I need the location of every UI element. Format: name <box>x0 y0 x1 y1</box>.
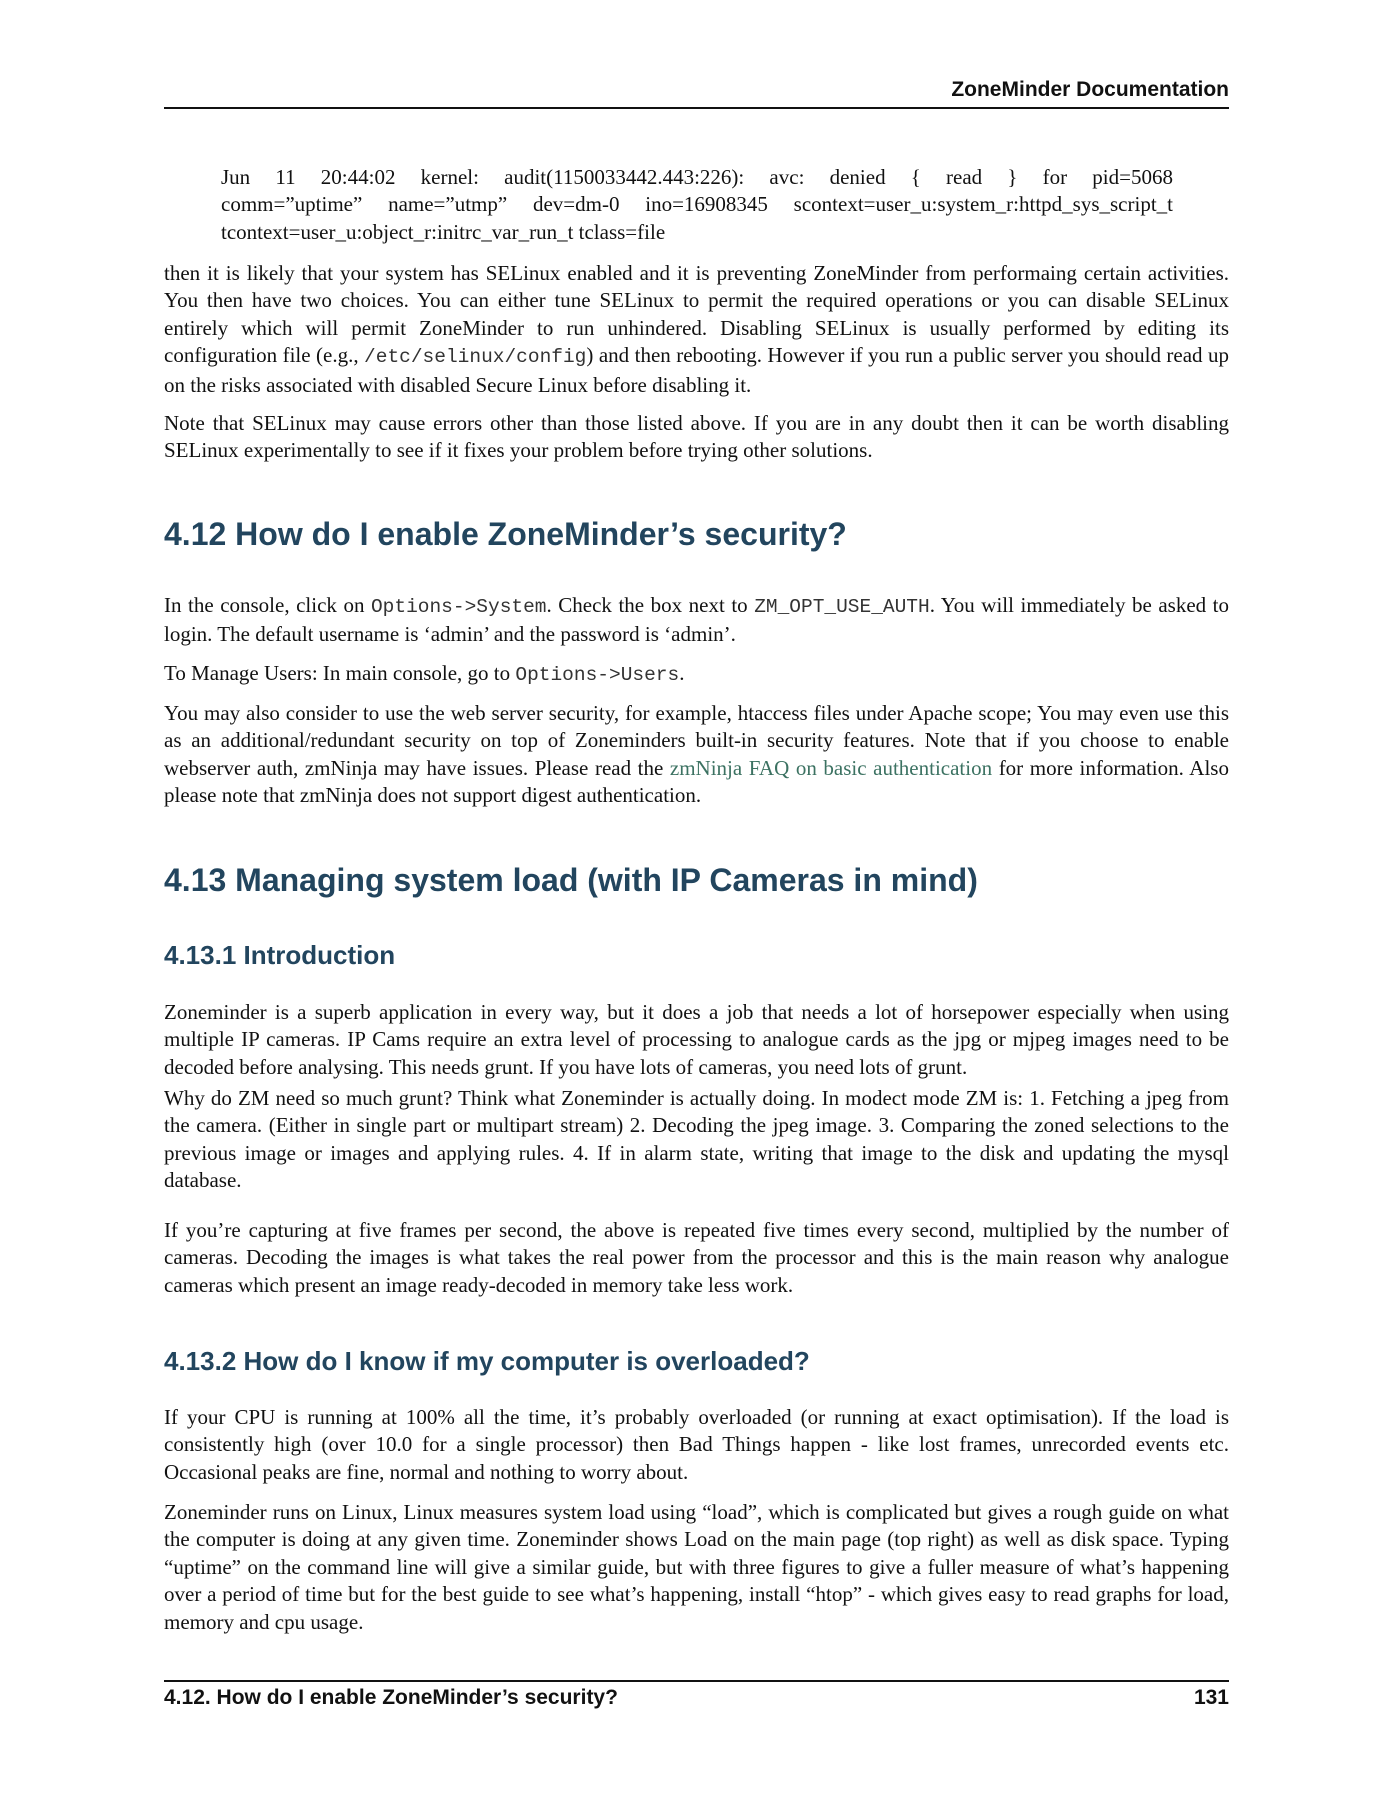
text: To Manage Users: In main console, go to <box>164 661 516 685</box>
header-rule <box>164 107 1229 109</box>
subsection-heading-4-13-1: 4.13.1 Introduction <box>164 940 396 970</box>
code-auth-option: ZM_OPT_USE_AUTH <box>754 596 930 618</box>
text: . <box>679 661 685 685</box>
text: for more information. Also please note that zmNinja does not support digest authentication. <box>164 755 1229 808</box>
text: . You will immediately be asked to login. The default username is ‘admin’ and the password is ‘admin’. <box>164 593 1229 647</box>
paragraph <box>164 660 1229 689</box>
audit-line: comm=”uptime” name=”utmp” dev=dm-0 ino=16908345 scontext=user_u:system_r:httpd_sys_script_t <box>221 192 1173 217</box>
text: You may also consider to use the web server security, for example, htaccess files under Apache scope; You may even use this as an additional/redundant security on top of Zoneminders built-in security features. Note that if you choose to enable webserver auth, zmNinja may have issues. Please read the <box>164 701 1229 780</box>
paragraph <box>164 592 1229 649</box>
paragraph: If your CPU is running at 100% all the time, it’s probably overloaded (or running at exact optimisation). If the load is consistently high (over 10.0 for a single processor) then Bad Things happen - like lost frames, unrecorded events etc. Occasional peaks are fine, normal and nothing to worry about. <box>164 1405 1229 1484</box>
paragraph: Zoneminder is a superb application in every way, but it does a job that needs a lot of horsepower especially when using multiple IP cameras. IP Cams require an extra level of processing to analogue cards as the jpg or mjpeg images need to be decoded before analysing. This needs grunt. If you have lots of cameras, you need lots of grunt. <box>164 1000 1229 1079</box>
paragraph: If you’re capturing at five frames per second, the above is repeated five times every second, multiplied by the number of cameras. Decoding the images is what takes the real power from the processor and this is the main reason why analogue cameras which present an image ready-decoded in memory take less work. <box>164 1218 1229 1297</box>
subsection-heading-4-13-2: 4.13.2 How do I know if my computer is overloaded? <box>164 1346 810 1376</box>
paragraph <box>164 700 1229 810</box>
selinux-note-paragraph: Note that SELinux may cause errors other than those listed above. If you are in any doubt then it can be worth disabling SELinux experimentally to see if it fixes your problem before trying other solutions. <box>164 411 1229 463</box>
page-footer <box>164 1686 1229 1710</box>
page-number: 131 <box>1193 1686 1229 1709</box>
audit-line: tcontext=user_u:object_r:initrc_var_run_t tclass=file <box>221 219 666 244</box>
text: . Check the box next to <box>546 593 755 617</box>
code-options-system: Options->System <box>370 596 547 618</box>
section-heading-4-12: 4.12 How do I enable ZoneMinder’s security? <box>164 516 847 552</box>
text: ) and then rebooting. However if you run a public server you should read up on the risks associated with disabled Secure Linux before disabling it. <box>164 343 1229 397</box>
paragraph: Why do ZM need so much grunt? Think what Zoneminder is actually doing. In modect mode ZM is: 1. Fetching a jpeg from the camera. (Either in single part or multipart stream) 2. Decoding the jpeg image. 3. Comparing the zoned selections to the previous image or images and applying rules. 4. If in alarm state, writing that image to the disk and updating the mysql database. <box>164 1086 1229 1193</box>
paragraph: Zoneminder runs on Linux, Linux measures system load using “load”, which is complicated but gives a rough guide on what the computer is doing at any given time. Zoneminder shows Load on the main page (top right) as well as disk space. Typing “uptime” on the command line will give a similar guide, but with three figures to give a fuller measure of what’s happening over a period of time but for the best guide to see what’s happening, install “htop” - which gives easy to read graphs for load, memory and cpu usage. <box>164 1500 1229 1634</box>
footer-section-title: 4.12. How do I enable ZoneMinder’s security? <box>164 1686 618 1709</box>
text: then it is likely that your system has SELinux enabled and it is preventing ZoneMinder from performaing certain activities. You then have two choices. You can either tune SELinux to permit the required operations or you can disable SELinux entirely which will permit ZoneMinder to run unhindered. Disabling SELinux is usually performed by editing its configuration file (e.g., <box>164 261 1229 368</box>
footer-rule <box>164 1680 1229 1682</box>
running-header: ZoneMinder Documentation <box>951 78 1229 101</box>
zmninja-faq-link[interactable]: zmNinja FAQ on basic authentication <box>669 755 993 780</box>
text: In the console, click on <box>164 593 371 617</box>
code-path: /etc/selinux/config <box>364 346 587 369</box>
selinux-paragraph <box>164 260 1229 399</box>
code-options-users: Options->Users <box>515 664 680 686</box>
section-heading-4-13: 4.13 Managing system load (with IP Cameras in mind) <box>164 862 978 898</box>
audit-log-quote <box>221 164 1173 246</box>
audit-line: Jun 11 20:44:02 kernel: audit(1150033442.443:226): avc: denied { read } for pid=5068 <box>221 165 1173 189</box>
